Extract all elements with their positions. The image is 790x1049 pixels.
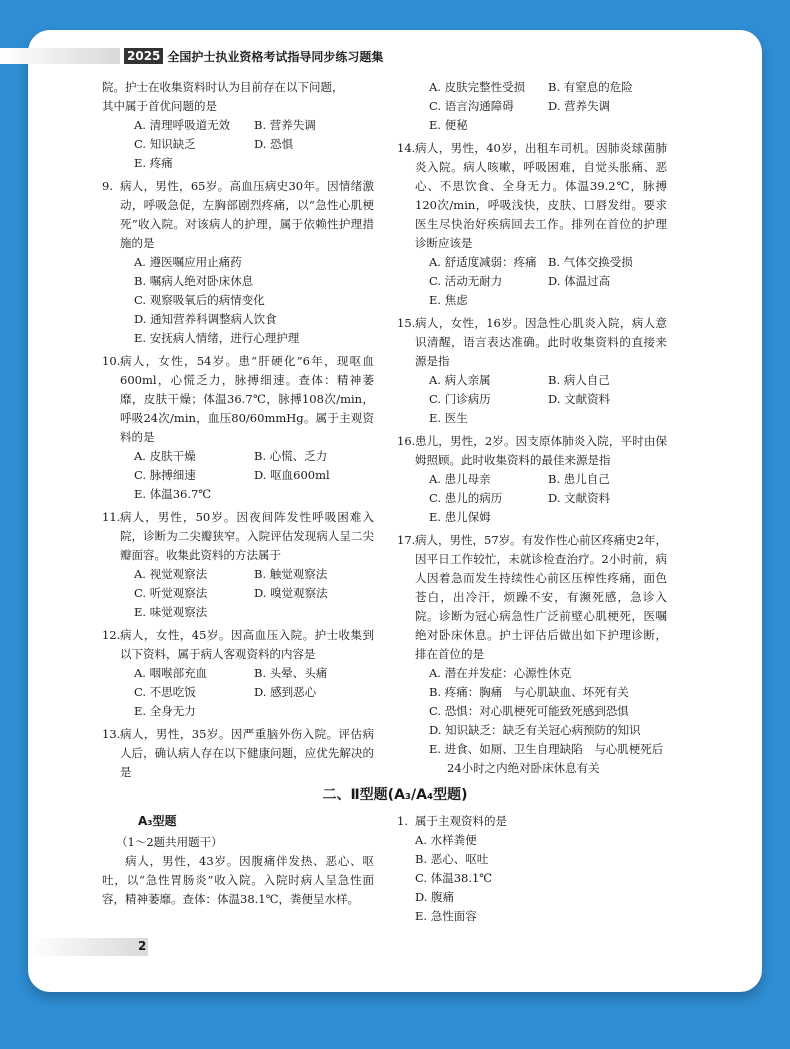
option-d: D. 腹痛 [415, 890, 455, 904]
option-item: D. 通知营养科调整病人饮食 [134, 312, 277, 326]
option-item: E. 患儿保姆 [429, 510, 491, 524]
question-text: 病人，女性，54岁。患“肝硬化”6年，现呕血600ml，心慌乏力，脉搏细速。查体：精神萎靡，皮肤干燥；体温36.7℃，脉搏108次/min，呼吸24次/min，血压80/60mmHg。属于主观资料的是 [120, 354, 374, 444]
option-item: B. 有窒息的危险 [548, 80, 633, 94]
option-item: D. 呕血600ml [254, 468, 330, 482]
option-item: D. 恐惧 [254, 137, 294, 151]
a3-subhead: A₃型题 [138, 814, 177, 828]
question-stem [397, 432, 667, 470]
option-item: A. 患儿母亲 [429, 472, 491, 486]
section-title: 二、Ⅱ型题(A₃/A₄型题) [322, 787, 468, 803]
option-item: D. 文献资料 [548, 491, 611, 505]
option-continued: 24小时之内绝对卧床休息有关 [447, 761, 600, 775]
options-grid [397, 78, 667, 135]
a3-intro-block [102, 812, 374, 909]
question-stem [397, 314, 667, 371]
question-text: 病人，女性，16岁。因急性心肌炎入院，病人意识清醒，语言表达准确。此时收集资料的直接来源是指 [415, 316, 667, 368]
option-item: E. 全身无力 [134, 704, 196, 718]
question-number: 1. [397, 814, 408, 828]
option-item: E. 进食、如厕、卫生自理缺陷 与心肌梗死后 [429, 742, 664, 756]
option-item: C. 观察吸氧后的病情变化 [134, 293, 265, 307]
option-item: A. 咽喉部充血 [134, 666, 208, 680]
option-item: C. 患儿的病历 [429, 491, 503, 505]
option-b: B. 恶心、呕吐 [415, 852, 489, 866]
header-book-title: 全国护士执业资格考试指导同步练习题集 [167, 49, 384, 64]
question-number: 16. [397, 434, 416, 448]
option-item: D. 营养失调 [548, 99, 611, 113]
option-item: E. 便秘 [429, 118, 468, 132]
question-block-q13b [397, 78, 667, 135]
options-grid [397, 664, 667, 759]
option-item: C. 语言沟通障碍 [429, 99, 514, 113]
footer-gradient-bar [28, 938, 148, 956]
question-number: 15. [397, 316, 416, 330]
question-block-q17 [397, 531, 667, 778]
question-stem [102, 177, 374, 253]
option-item: D. 感到恶心 [254, 685, 317, 699]
question-stem [102, 352, 374, 447]
options-grid [397, 371, 667, 428]
option-item: D. 文献资料 [548, 392, 611, 406]
option-item: A. 遵医嘱应用止痛药 [134, 255, 242, 269]
question-block-q13 [102, 725, 374, 782]
option-item: B. 嘱病人绝对卧床休息 [134, 274, 254, 288]
option-item: A. 皮肤干燥 [134, 449, 196, 463]
option-item: A. 潜在并发症：心源性休克 [429, 666, 572, 680]
option-item: C. 知识缺乏 [134, 137, 196, 151]
option-item: E. 体温36.7℃ [134, 487, 212, 501]
option-item: B. 患儿自己 [548, 472, 610, 486]
option-item: B. 病人自己 [548, 373, 610, 387]
option-a: A. 水样粪便 [415, 833, 477, 847]
option-item: E. 焦虑 [429, 293, 468, 307]
option-item: E. 医生 [429, 411, 468, 425]
question-block-q11 [102, 508, 374, 622]
options-grid [397, 470, 667, 527]
options-grid [397, 253, 667, 310]
question-block-q16 [397, 432, 667, 527]
question-number: 12. [102, 628, 121, 642]
question-stem [397, 139, 667, 253]
option-e: E. 急性面容 [415, 909, 477, 923]
option-item: A. 病人亲属 [429, 373, 491, 387]
options-grid [102, 447, 374, 504]
question-text: 病人，男性，65岁。高血压病史30年。因情绪激动，呼吸急促，左胸部剧烈疼痛，以“急性心肌梗死”收入院。对该病人的护理，属于依赖性护理措施的是 [120, 179, 374, 250]
question-number: 13. [102, 727, 121, 741]
option-item: C. 门诊病历 [429, 392, 491, 406]
question-block-q12 [102, 626, 374, 721]
question-text: 属于主观资料的是 [415, 814, 507, 828]
a3-group-label: （1～2题共用题干） [116, 835, 223, 849]
question-text: 病人，男性，57岁。有发作性心前区疼痛史2年，因平日工作较忙，未就诊检查治疗。2小时前，病人因着急而发生持续性心前区压榨性疼痛，面色苍白，出冷汗，烦躁不安，有濒死感，急诊入院。诊断为冠心病急性广泛前壁心肌梗死，医嘱绝对卧床休息。护士评估后做出如下护理诊断，排在首位的是 [415, 533, 667, 661]
option-item: B. 触觉观察法 [254, 567, 328, 581]
option-item: A. 清理呼吸道无效 [134, 118, 231, 132]
option-item: C. 活动无耐力 [429, 274, 503, 288]
option-item: D. 嗅觉观察法 [254, 586, 328, 600]
option-item: E. 味觉观察法 [134, 605, 208, 619]
question-text: 其中属于首优问题的是 [102, 99, 217, 113]
option-item: D. 体温过高 [548, 274, 611, 288]
options-grid [102, 253, 374, 348]
option-item: C. 恐惧：对心肌梗死可能致死感到恐惧 [429, 704, 629, 718]
question-text: 患儿，男性，2岁。因支原体肺炎入院，平时由保姆照顾。此时收集资料的最佳来源是指 [415, 434, 667, 467]
option-item: B. 营养失调 [254, 118, 316, 132]
page-number: 2 [138, 939, 147, 953]
header-gradient-bar [0, 48, 120, 64]
question-stem [397, 812, 667, 831]
question-text: 病人，男性，40岁，出租车司机。因肺炎球菌肺炎入院。病人咳嗽，呼吸困难，自觉头胀痛、恶心、不思饮食、全身无力。体温39.2℃，脉搏120次/min，呼吸浅快，皮肤、口唇发绀。要求医生尽快治好疾病回去工作。排列在首位的护理诊断应该是 [415, 141, 667, 250]
right-column [397, 78, 667, 782]
option-item: B. 头晕、头痛 [254, 666, 328, 680]
left-column [102, 78, 374, 786]
option-item: A. 皮肤完整性受损 [429, 80, 526, 94]
question-text: 病人，男性，35岁。因严重脑外伤入院。评估病人后，确认病人存在以下健康问题，应优先解决的是 [120, 727, 374, 779]
question-block-q8 [102, 78, 374, 173]
option-item: D. 知识缺乏：缺乏有关冠心病预防的知识 [429, 723, 641, 737]
option-item: C. 脉搏细速 [134, 468, 196, 482]
option-item: A. 舒适度减弱：疼痛 [429, 255, 537, 269]
option-item: C. 听觉观察法 [134, 586, 208, 600]
question-block-q9 [102, 177, 374, 348]
q1-block [397, 812, 667, 926]
question-text: 病人，男性，50岁。因夜间阵发性呼吸困难入院，诊断为二尖瓣狭窄。入院评估发现病人呈二尖瓣面容。收集此资料的方法属于 [120, 510, 374, 562]
question-stem [397, 531, 667, 664]
option-item: A. 视觉观察法 [134, 567, 208, 581]
option-item: B. 疼痛：胸痛 与心肌缺血、坏死有关 [429, 685, 629, 699]
option-item: B. 气体交换受损 [548, 255, 633, 269]
question-number: 10. [102, 354, 121, 368]
a3-case-paragraph: 病人，男性，43岁。因腹痛伴发热、恶心、呕吐，以“急性胃肠炎”收入院。入院时病人呈急性面容，精神萎靡。查体：体温38.1℃，粪便呈水样。 [102, 854, 374, 906]
question-stem [102, 508, 374, 565]
option-c: C. 体温38.1℃ [415, 871, 493, 885]
question-stem [102, 626, 374, 664]
question-text: 院。护士在收集资料时认为目前存在以下问题， [102, 80, 344, 94]
question-block-q10 [102, 352, 374, 504]
question-number: 11. [102, 510, 121, 524]
header-year-badge: 2025 [124, 48, 163, 64]
question-number: 17. [397, 533, 416, 547]
options-grid [102, 116, 374, 173]
options-grid [102, 664, 374, 721]
question-stem [102, 725, 374, 782]
option-item: E. 疼痛 [134, 156, 173, 170]
question-block-q14 [397, 139, 667, 310]
question-block-q15 [397, 314, 667, 428]
options-grid [102, 565, 374, 622]
question-number: 9. [102, 179, 113, 193]
question-number: 14. [397, 141, 416, 155]
question-text: 病人，女性，45岁。因高血压入院。护士收集到以下资料，属于病人客观资料的内容是 [120, 628, 374, 661]
option-item: B. 心慌、乏力 [254, 449, 328, 463]
option-item: C. 不思吃饭 [134, 685, 196, 699]
option-item: E. 安抚病人情绪，进行心理护理 [134, 331, 300, 345]
running-header [36, 46, 383, 66]
